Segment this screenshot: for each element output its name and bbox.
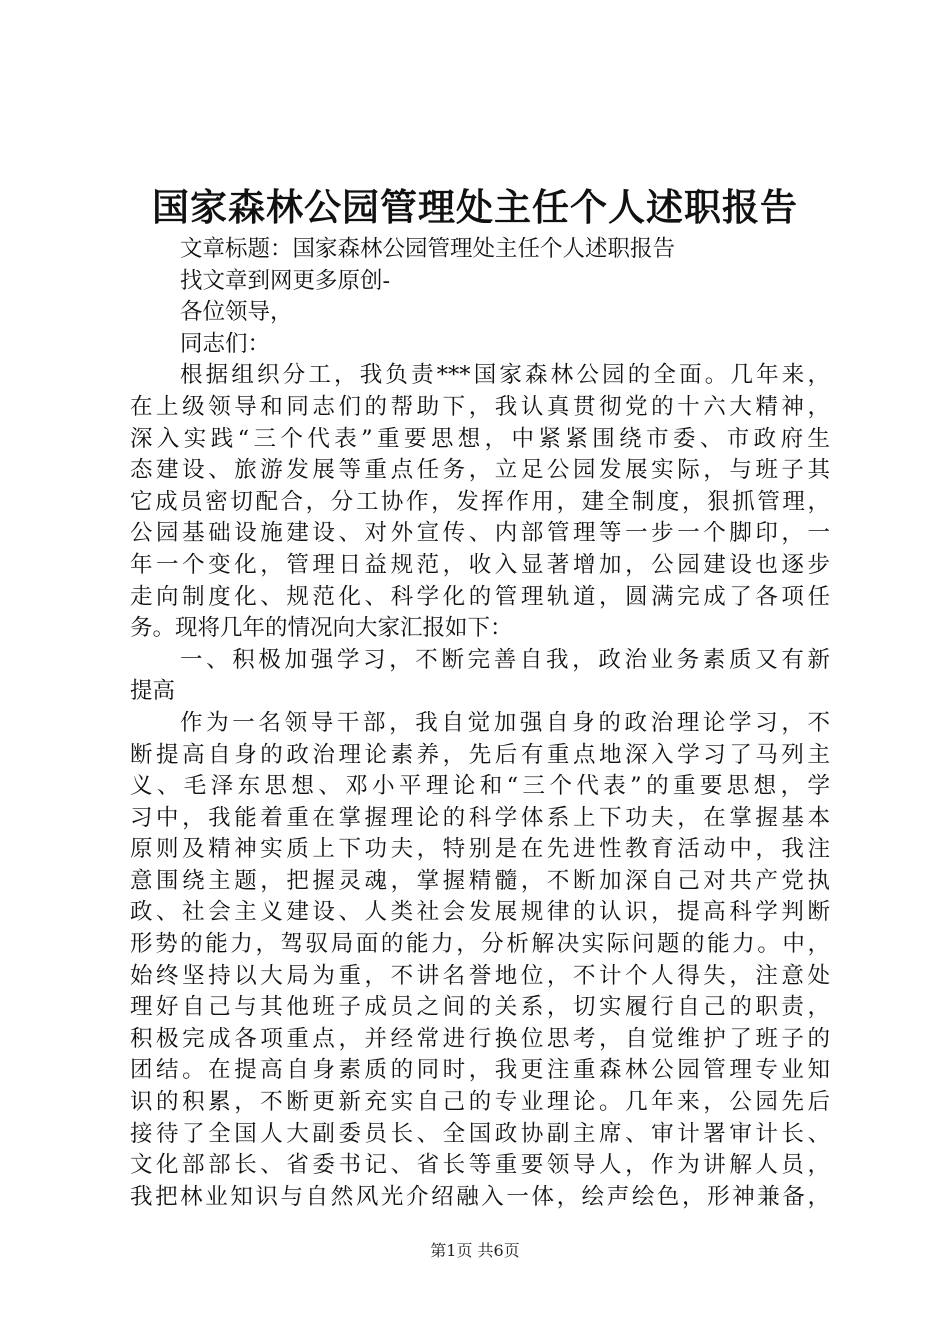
text-line: 始终坚持以大局为重，不讲名誉地位，不计个人得失，注意处 bbox=[130, 962, 830, 989]
text-line: 同志们： bbox=[180, 330, 271, 357]
text-line: 深入实践“三个代表”重要思想，中紧紧围绕市委、市政府生 bbox=[130, 425, 830, 452]
document-title: 国家森林公园管理处主任个人述职报告 bbox=[152, 185, 798, 229]
text-line: 它成员密切配合，分工协作，发挥作用，建全制度，狠抓管理， bbox=[130, 488, 830, 515]
text-line: 公园基础设施建设、对外宣传、内部管理等一步一个脚印，一 bbox=[130, 520, 830, 547]
text-line: 文化部部长、省委书记、省长等重要领导人，作为讲解人员， bbox=[130, 1152, 830, 1179]
text-line: 文章标题：国家森林公园管理处主任个人述职报告 bbox=[180, 236, 676, 262]
text-line: 各位领导， bbox=[180, 299, 293, 326]
text-line: 走向制度化、规范化、科学化的管理轨道，圆满完成了各项任 bbox=[130, 583, 830, 610]
text-line: 我把林业知识与自然风光介绍融入一体，绘声绘色，形神兼备， bbox=[130, 1183, 830, 1210]
text-line: 提高 bbox=[130, 678, 176, 705]
text-line: 习中，我能着重在掌握理论的科学体系上下功夫，在掌握基本 bbox=[130, 804, 830, 831]
text-line: 识的积累，不断更新充实自己的专业理论。几年来，公园先后 bbox=[130, 1089, 830, 1116]
text-line: 态建设、旅游发展等重点任务，立足公园发展实际，与班子其 bbox=[130, 457, 830, 484]
text-line: 找文章到网更多原创- bbox=[180, 267, 391, 294]
text-line: 在上级领导和同志们的帮助下，我认真贯彻党的十六大精神， bbox=[130, 393, 830, 420]
text-line: 政、社会主义建设、人类社会发展规律的认识，提高科学判断 bbox=[130, 899, 830, 926]
text-line: 义、毛泽东思想、邓小平理论和“三个代表”的重要思想，学 bbox=[130, 773, 830, 800]
text-line: 意围绕主题，把握灵魂，掌握精髓，不断加深自己对共产党执 bbox=[130, 867, 830, 894]
text-line: 接待了全国人大副委员长、全国政协副主席、审计署审计长、 bbox=[130, 1120, 830, 1147]
text-line: 一、积极加强学习，不断完善自我，政治业务素质又有新 bbox=[180, 646, 830, 673]
page-footer: 第1页 共6页 bbox=[430, 1241, 520, 1260]
text-line: 积极完成各项重点，并经常进行换位思考，自觉维护了班子的 bbox=[130, 1025, 830, 1052]
text-line: 作为一名领导干部，我自觉加强自身的政治理论学习，不 bbox=[180, 709, 830, 736]
text-line: 形势的能力，驾驭局面的能力，分析解决实际问题的能力。中， bbox=[130, 931, 830, 958]
document-body bbox=[130, 234, 830, 1213]
text-line: 务。现将几年的情况向大家汇报如下： bbox=[130, 615, 513, 642]
text-line: 团结。在提高自身素质的同时，我更注重森林公园管理专业知 bbox=[130, 1057, 830, 1084]
text-line: 根据组织分工，我负责***国家森林公园的全面。几年来， bbox=[180, 362, 830, 389]
text-line: 断提高自身的政治理论素养，先后有重点地深入学习了马列主 bbox=[130, 741, 830, 768]
text-line: 年一个变化，管理日益规范，收入显著增加，公园建设也逐步 bbox=[130, 551, 830, 578]
text-line: 理好自己与其他班子成员之间的关系，切实履行自己的职责， bbox=[130, 994, 830, 1021]
text-line: 原则及精神实质上下功夫，特别是在先进性教育活动中，我注 bbox=[130, 836, 830, 863]
